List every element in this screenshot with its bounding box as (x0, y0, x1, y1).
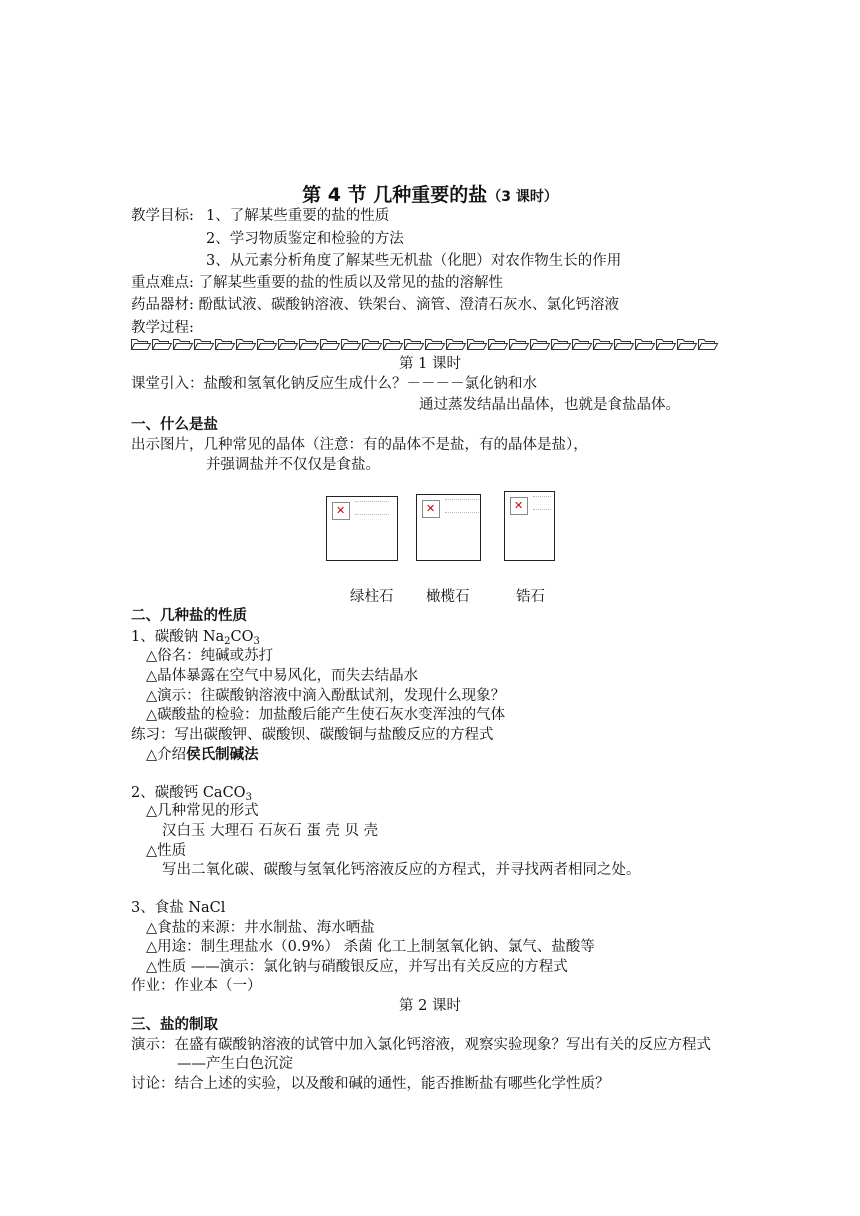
folder-icon (216, 340, 235, 350)
lesson1-intro-2: 通过蒸发结晶出晶体，也就是食盐晶体。 (419, 397, 680, 413)
section2-heading: 二、几种盐的性质 (131, 607, 247, 624)
folder-icon (489, 340, 508, 350)
folder-icon (405, 340, 424, 350)
folder-icon (153, 340, 172, 350)
folder-icon (174, 340, 193, 350)
section3-demo: 演示：在盛有碳酸钠溶液的试管中加入氯化钙溶液，观察实验现象？写出有关的反应方程式 (131, 1037, 711, 1053)
folder-icon (594, 340, 613, 350)
folder-icon (363, 340, 382, 350)
nacl-point-3: △性质 ——演示：氯化钠与硝酸银反应，并写出有关反应的方程式 (146, 959, 568, 975)
na2co3-point-2: △晶体暴露在空气中易风化，而失去结晶水 (146, 668, 419, 684)
na2co3-point-1: △俗名：纯碱或苏打 (146, 648, 274, 664)
goal-label: 教学目标: (131, 208, 194, 224)
caption-3: 锆石 (516, 589, 545, 605)
folder-icon (657, 340, 676, 350)
folder-icon (131, 337, 723, 351)
folder-icon (300, 340, 319, 350)
section3-discuss: 讨论：结合上述的实验，以及酸和碱的通性，能否推断盐有哪些化学性质？ (131, 1076, 610, 1092)
goal-2: 2、学习物质鉴定和检验的方法 (206, 231, 404, 247)
hou-method: △介绍侯氏制碱法 (146, 746, 259, 763)
section3-heading: 三、盐的制取 (131, 1016, 218, 1033)
folder-icon (678, 340, 697, 350)
folder-icon (531, 340, 550, 350)
process-label: 教学过程: (131, 320, 194, 336)
na2co3-point-3: △演示：往碳酸钠溶液中滴入酚酞试剂，发现什么现象？ (146, 688, 506, 704)
caco3-heading: 2、碳酸钙 CaCO$_3$ (131, 785, 252, 803)
folder-icon (237, 340, 256, 350)
title-hours: （3 课时） (487, 189, 558, 205)
crystal-image-3 (504, 491, 555, 561)
section3-demo-result: ——产生白色沉淀 (177, 1056, 293, 1072)
lesson2-heading: 第 2 课时 (399, 998, 461, 1014)
caco3-point-3: 写出二氧化碳、碳酸与氢氧化钙溶液反应的方程式，并寻找两者相同之处。 (162, 862, 641, 878)
folder-icon (699, 340, 718, 350)
materials: 药品器材: 酚酞试液、碳酸钠溶液、铁架台、滴管、澄清石灰水、氯化钙溶液 (131, 297, 619, 313)
caption-1: 绿柱石 (350, 589, 394, 605)
broken-image-icon: ✕ (510, 497, 528, 515)
lesson1-intro: 课堂引入：盐酸和氢氧化钠反应生成什么？－－－－氯化钠和水 (131, 376, 537, 392)
section1-heading: 一、什么是盐 (131, 416, 218, 433)
caco3-forms: 汉白玉 大理石 石灰石 蛋 壳 贝 壳 (162, 823, 379, 839)
folder-icon (636, 340, 655, 350)
folder-icon (573, 340, 592, 350)
homework: 作业：作业本（一） (131, 978, 262, 994)
folder-icon (468, 340, 487, 350)
section1-line1: 出示图片，几种常见的晶体（注意：有的晶体不是盐，有的晶体是盐）， (131, 437, 588, 453)
nacl-heading: 3、食盐 NaCl (131, 900, 226, 916)
folder-icon (384, 340, 403, 350)
na2co3-heading: 1、碳酸钠 $Na_2CO_3$ (131, 629, 260, 647)
caption-2: 橄榄石 (426, 589, 470, 605)
broken-image-icon: ✕ (422, 500, 440, 518)
goal-3: 3、从元素分析角度了解某些无机盐（化肥）对农作物生长的作用 (206, 253, 622, 269)
practice: 练习：写出碳酸钾、碳酸钡、碳酸铜与盐酸反应的方程式 (131, 727, 494, 743)
folder-icon (552, 340, 571, 350)
goal-1: 1、了解某些重要的盐的性质 (206, 208, 390, 224)
folder-icon (510, 340, 529, 350)
folder-icon (447, 340, 466, 350)
caco3-point-2: △性质 (146, 843, 187, 859)
nacl-point-2: △用途：制生理盐水（0.9%） 杀菌 化工上制氢氧化钠、氯气、盐酸等 (146, 939, 595, 955)
folder-icon (132, 340, 151, 350)
folder-icon (342, 340, 361, 350)
na2co3-point-4: △碳酸盐的检验：加盐酸后能产生使石灰水变浑浊的气体 (146, 707, 506, 723)
folder-icon (321, 340, 340, 350)
broken-image-icon: ✕ (332, 502, 350, 520)
folder-icon (279, 340, 298, 350)
lesson1-heading: 第 1 课时 (399, 356, 461, 372)
crystal-image-1 (326, 496, 398, 561)
folder-icon (615, 340, 634, 350)
crystal-image-2 (416, 494, 481, 561)
page-title (0, 180, 860, 207)
nacl-point-1: △食盐的来源：井水制盐、海水晒盐 (146, 920, 375, 936)
caco3-point-1: △几种常见的形式 (146, 803, 259, 819)
title-main: 第 4 节 几种重要的盐 (302, 184, 488, 206)
key-points: 重点难点: 了解某些重要的盐的性质以及常见的盐的溶解性 (131, 275, 503, 291)
folder-icon (426, 340, 445, 350)
folder-icon (258, 340, 277, 350)
folder-icon (195, 340, 214, 350)
section1-line2: 并强调盐并不仅仅是食盐。 (206, 457, 380, 473)
